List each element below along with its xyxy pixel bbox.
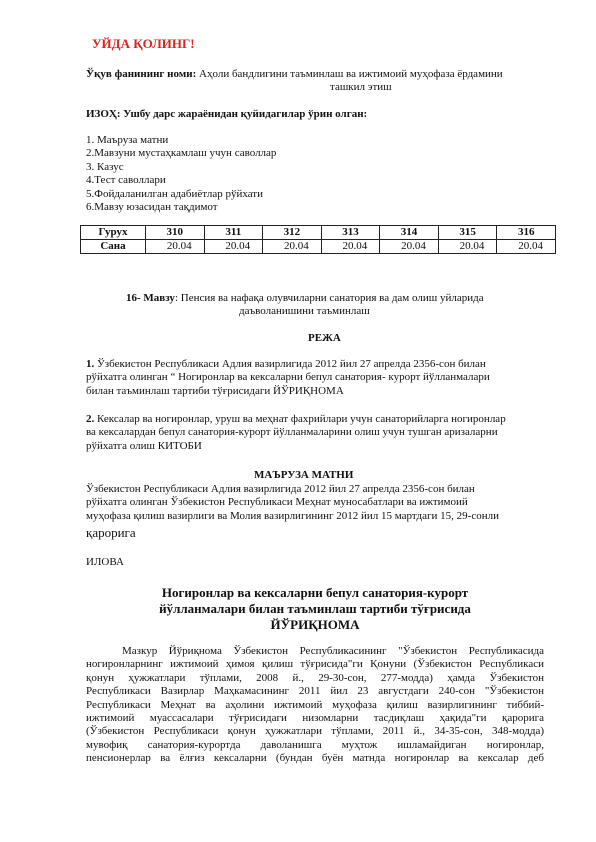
table-row (81, 240, 556, 254)
subject-label: Ўқув фанининг номи: (86, 68, 197, 80)
note-item: 4.Тест саволлари (86, 174, 166, 187)
date-cell: 20.04 (263, 240, 322, 254)
date-cell: 20.04 (146, 240, 205, 254)
plan-item-text: рўйхатга олинган “ Ногиронлар ва кексаларни бепул санатория- курорт йўлланмалари (86, 371, 490, 384)
note-list (86, 134, 544, 214)
note-item: 6.Мавзу юзасидан тақдимот (86, 201, 218, 214)
plan-item-text: ва кексалардан бепул санатория-курорт йўлланмаларини олиш учун тушган аризаларни (86, 426, 498, 439)
plan-item-number: 1. (86, 358, 95, 370)
plan-title: РЕЖА (308, 332, 341, 344)
group-cell: 315 (438, 226, 497, 240)
lecture-line: рўйхатга олинган Ўзбекистон Республикаси Меҳнат муносабатлари ва ижтимоий (86, 496, 468, 509)
paragraph-line: ногиронларнинг ижтимоий ҳимоя қилиш тўғрисида"ги Қонуни (Ўзбекистон Республикаси (86, 658, 544, 671)
lecture-line: Ўзбекистон Республикаси Адлия вазирлигида 2012 йил 27 апрелда 2356-сон билан (86, 483, 475, 495)
paragraph-line: (Ўзбекистон Республикаси қонун ҳужжатлари тўплами, 2011 й., 34-35-сон, 348-модда) (86, 725, 544, 738)
instruction-paragraph (86, 645, 544, 766)
instruction-title-2: йўлланмалари билан таъминлаш тартиби тўғрисида (159, 601, 471, 616)
group-cell: 312 (263, 226, 322, 240)
group-cell: 310 (146, 226, 205, 240)
subject-line (86, 68, 503, 81)
instruction-title-3: ЙЎРИҚНОМА (270, 617, 360, 632)
subject-value-cont: ташкил этиш (330, 81, 392, 93)
homework-heading: УЙДА ҚОЛИНГ! (92, 36, 195, 51)
note-item: 3. Казус (86, 160, 124, 173)
paragraph-line: мувофиқ санатория-курортда даволанишга муҳтож ишламайдиган ногиронлар, (86, 738, 544, 751)
table-row (81, 226, 556, 240)
note-title: ИЗОҲ: Ушбу дарс жараёнидан қуйидагилар ўрин олган: (86, 108, 368, 120)
paragraph-line: Республикаси Вазирлар Маҳкамасининг 2011 йил 23 августдаги 240-сон "Ўзбекистон (86, 685, 544, 698)
paragraph-line: пенсионерлар ва ёлғиз кексаларни (бундан буён матнда ногиронлар ва кексалар деб (86, 752, 544, 765)
topic-line (126, 292, 484, 305)
plan-item-2 (86, 413, 544, 453)
date-cell: 20.04 (438, 240, 497, 254)
subject-value: Аҳоли бандлигини таъминлаш ва ижтимоий муҳофаза ёрдамини (196, 68, 503, 80)
date-cell: 20.04 (380, 240, 439, 254)
paragraph-line: Мазкур Йўриқнома Ўзбекистон Республикасининг "Ўзбекистон Республикасида (122, 645, 544, 657)
note-item: 1. Маъруза матни (86, 134, 169, 146)
lecture-text (86, 483, 544, 523)
note-item: 5.Фойдаланилган адабиётлар рўйхати (86, 187, 263, 200)
plan-item-1 (86, 358, 544, 398)
group-cell: 314 (380, 226, 439, 240)
plan-item-number: 2. (86, 413, 95, 425)
paragraph-line: қонун ҳужжатлари тўплами, 2008 й., 29-30-сон, 277-модда) ҳамда Ўзбекистон (86, 671, 544, 684)
plan-item-text: Ўзбекистон Республикаси Адлия вазирлигида 2012 йил 27 апрелда 2356-сон билан (94, 358, 486, 370)
appendix-label: ИЛОВА (86, 556, 124, 568)
group-cell: 311 (204, 226, 263, 240)
group-cell: 316 (497, 226, 556, 240)
schedule-table (80, 225, 556, 254)
plan-item-text: билан таъминлаш тартиби тўғрисидаги ЙЎРИҚНОМА (86, 384, 344, 397)
plan-item-text: Кексалар ва ногиронлар, уруш ва меҳнат фахрийлари учун санаторийларга ногиронлар (94, 413, 506, 425)
group-cell: 313 (321, 226, 380, 240)
instruction-title-1: Ногиронлар ва кексаларни бепул санатория-курорт (161, 585, 469, 600)
date-cell: 20.04 (204, 240, 263, 254)
paragraph-line: Республикаси Меҳнат ва аҳолини ижтимоий муҳофаза қилиш вазирлигининг тиббий- (86, 698, 544, 711)
lecture-last-word: қарорига (86, 525, 136, 540)
topic-number: 16- Мавзу (126, 292, 175, 304)
date-label-cell: Сана (81, 240, 146, 254)
plan-item-text: рўйхатга олиш КИТОБИ (86, 439, 202, 452)
paragraph-line: ижтимоий муассасалари тўғрисидаги низомларни тасдиқлаш ҳақида"ги қарорига (86, 712, 544, 725)
lecture-line: муҳофаза қилиш вазирлиги ва Молия вазирлигининг 2012 йил 15 мартдаги 15, 29-сонли (86, 509, 499, 522)
note-item: 2.Мавзуни мустаҳкамлаш учун саволлар (86, 147, 277, 160)
topic-text-cont: даъволанишини таъминлаш (239, 305, 370, 317)
topic-text: : Пенсия ва нафақа олувчиларни санатория ва дам олиш уйларида (174, 292, 484, 304)
date-cell: 20.04 (497, 240, 556, 254)
date-cell: 20.04 (321, 240, 380, 254)
group-label-cell: Гурух (81, 226, 146, 240)
lecture-title: МАЪРУЗА МАТНИ (254, 469, 354, 481)
